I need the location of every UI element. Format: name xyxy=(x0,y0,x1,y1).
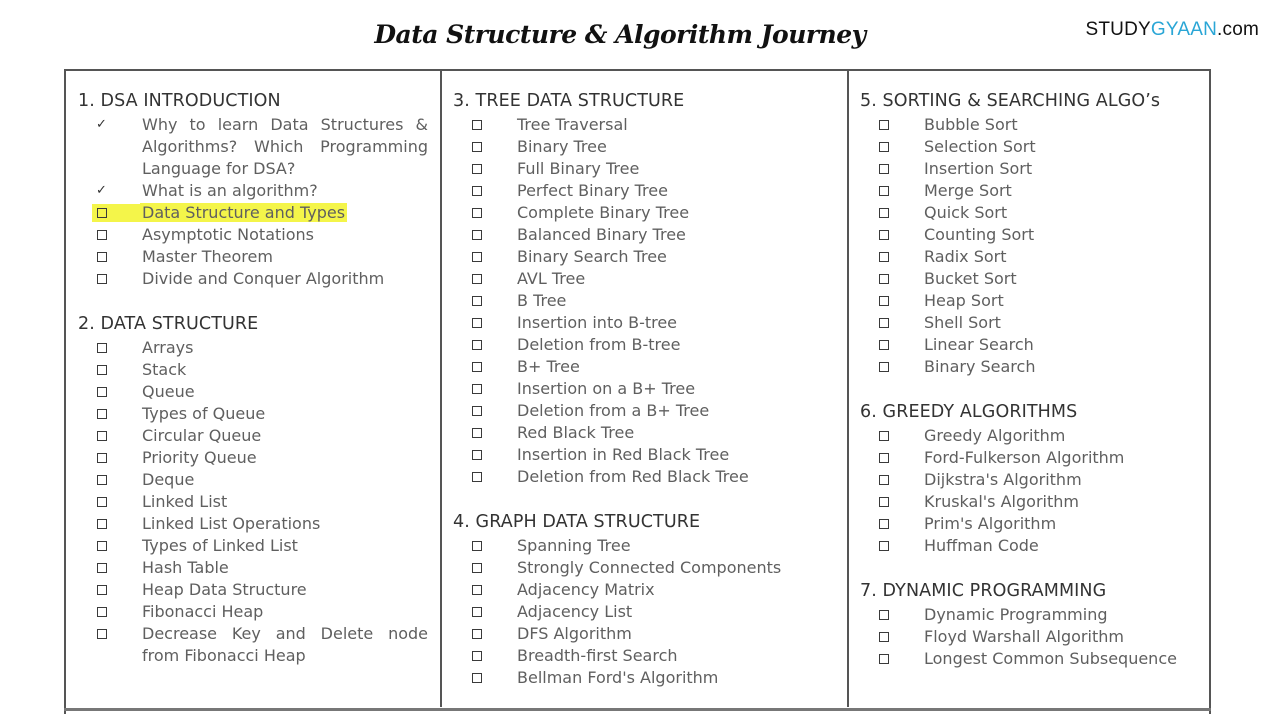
checklist-item[interactable] xyxy=(453,290,833,312)
checklist-item-label: Asymptotic Notations xyxy=(142,225,314,244)
checklist-item-label: Ford-Fulkerson Algorithm xyxy=(924,448,1125,467)
checklist-item[interactable] xyxy=(860,626,1200,648)
checklist-item-label: Red Black Tree xyxy=(517,423,635,442)
checklist-item-label: Insertion into B-tree xyxy=(517,313,678,332)
section-title: 6. GREEDY ALGORITHMS xyxy=(860,402,1078,422)
checkbox-icon[interactable] xyxy=(97,585,107,595)
checklist-item[interactable] xyxy=(453,268,833,290)
checklist-item[interactable] xyxy=(453,444,833,466)
checklist-item[interactable] xyxy=(453,400,833,422)
checklist-item-label: Quick Sort xyxy=(924,203,1008,222)
column-3 xyxy=(860,89,1200,692)
checklist-item[interactable] xyxy=(860,246,1200,268)
checklist-item-label: Merge Sort xyxy=(924,181,1012,200)
section-title: 4. GRAPH DATA STRUCTURE xyxy=(453,512,701,532)
checkbox-icon[interactable] xyxy=(879,610,889,620)
checklist-item-label: DFS Algorithm xyxy=(517,624,632,643)
checklist-item[interactable] xyxy=(453,312,833,334)
checklist-item[interactable] xyxy=(860,334,1200,356)
checkbox-icon[interactable] xyxy=(879,274,889,284)
checklist-item-label: Deletion from a B+ Tree xyxy=(517,401,710,420)
checklist-item[interactable] xyxy=(860,356,1200,378)
checklist-item-label: Spanning Tree xyxy=(517,536,631,555)
section-data-structure xyxy=(78,312,428,667)
checklist-item[interactable] xyxy=(78,403,428,425)
checklist-item[interactable] xyxy=(860,648,1200,670)
checklist-item[interactable] xyxy=(78,359,428,381)
checkbox-icon[interactable] xyxy=(879,230,889,240)
checklist-item[interactable] xyxy=(860,114,1200,136)
checklist-item[interactable] xyxy=(860,268,1200,290)
checkbox-icon[interactable] xyxy=(879,318,889,328)
checklist-item[interactable] xyxy=(860,202,1200,224)
checklist-item[interactable] xyxy=(78,246,428,268)
checklist-item[interactable] xyxy=(860,158,1200,180)
checkbox-icon[interactable] xyxy=(97,497,107,507)
checklist-item[interactable] xyxy=(453,557,833,579)
checkbox-icon[interactable] xyxy=(472,450,482,460)
checklist-item-label: Full Binary Tree xyxy=(517,159,640,178)
checklist-item-label: Decrease Key and Delete node from Fibonacci Heap xyxy=(142,624,428,665)
column-1 xyxy=(78,89,428,689)
checklist-item[interactable] xyxy=(453,378,833,400)
checkbox-icon[interactable] xyxy=(879,632,889,642)
checklist-item[interactable] xyxy=(860,224,1200,246)
checklist-item-label: Heap Data Structure xyxy=(142,580,307,599)
checklist-item[interactable] xyxy=(860,604,1200,626)
checklist-item[interactable] xyxy=(453,623,833,645)
checklist-item-label: Stack xyxy=(142,360,187,379)
checklist-item[interactable] xyxy=(453,422,833,444)
checkbox-icon[interactable] xyxy=(97,519,107,529)
checkbox-icon[interactable] xyxy=(472,607,482,617)
checklist-item[interactable] xyxy=(453,180,833,202)
checklist-item-label: Kruskal's Algorithm xyxy=(924,492,1079,511)
checklist-item-label: Fibonacci Heap xyxy=(142,602,264,621)
checklist-item-label: Data Structure and Types xyxy=(142,203,346,222)
checklist-item-label: Divide and Conquer Algorithm xyxy=(142,269,385,288)
checkbox-icon[interactable] xyxy=(472,208,482,218)
checklist-item-label: Insertion on a B+ Tree xyxy=(517,379,696,398)
checklist-item-label: Heap Sort xyxy=(924,291,1004,310)
checkbox-icon[interactable] xyxy=(472,585,482,595)
checkbox-icon[interactable] xyxy=(879,296,889,306)
section-title: 7. DYNAMIC PROGRAMMING xyxy=(860,581,1107,601)
checklist-item[interactable] xyxy=(860,425,1200,447)
checklist-item-label: Types of Queue xyxy=(142,404,266,423)
checklist-item-label: Insertion in Red Black Tree xyxy=(517,445,730,464)
checklist-item[interactable] xyxy=(453,202,833,224)
checklist-item[interactable] xyxy=(453,224,833,246)
checklist-item-label: Prim's Algorithm xyxy=(924,514,1057,533)
checkbox-icon[interactable] xyxy=(472,673,482,683)
checklist-item[interactable] xyxy=(78,337,428,359)
section-sorting-searching-algo-s xyxy=(860,89,1200,378)
checklist-item-label: Insertion Sort xyxy=(924,159,1033,178)
checklist-item-label: Hash Table xyxy=(142,558,229,577)
checklist-item-label: Greedy Algorithm xyxy=(924,426,1066,445)
checklist-item[interactable] xyxy=(453,466,833,488)
brand-suffix: .com xyxy=(1217,19,1259,40)
checklist-item-label: Complete Binary Tree xyxy=(517,203,690,222)
checklist-item[interactable] xyxy=(453,334,833,356)
column-divider xyxy=(847,69,849,707)
checklist-item-label: Counting Sort xyxy=(924,225,1035,244)
checklist-item-label: Selection Sort xyxy=(924,137,1036,156)
checklist-item[interactable] xyxy=(78,513,428,535)
checkbox-icon[interactable] xyxy=(472,318,482,328)
checklist-item-label: Linked List Operations xyxy=(142,514,321,533)
checklist-item[interactable] xyxy=(453,246,833,268)
checkbox-icon[interactable] xyxy=(472,120,482,130)
checklist-item-label: Strongly Connected Components xyxy=(517,558,782,577)
checkbox-icon[interactable] xyxy=(879,208,889,218)
checklist-item[interactable] xyxy=(453,667,833,689)
checklist-item[interactable] xyxy=(78,114,428,180)
checklist-item-label: Dynamic Programming xyxy=(924,605,1108,624)
checklist-item[interactable] xyxy=(78,601,428,623)
checklist-item[interactable] xyxy=(78,268,428,290)
checklist-item-label: Bubble Sort xyxy=(924,115,1018,134)
checkbox-icon[interactable] xyxy=(472,164,482,174)
checklist-item[interactable] xyxy=(78,447,428,469)
checkbox-icon[interactable] xyxy=(97,387,107,397)
checklist-item-label: Queue xyxy=(142,382,195,401)
checkbox-icon[interactable] xyxy=(472,340,482,350)
checkbox-icon[interactable] xyxy=(97,208,107,218)
checklist-item-label: Master Theorem xyxy=(142,247,273,266)
page-title: Data Structure & Algorithm Journey xyxy=(374,20,866,49)
checkbox-icon[interactable] xyxy=(879,362,889,372)
checklist-item[interactable] xyxy=(453,601,833,623)
checkbox-icon[interactable] xyxy=(97,475,107,485)
brand-accent: GYAAN xyxy=(1150,19,1218,40)
checklist-item-label: Deque xyxy=(142,470,195,489)
checklist-item-label: Priority Queue xyxy=(142,448,257,467)
checklist-item[interactable] xyxy=(78,224,428,246)
checkmark-icon[interactable]: ✓ xyxy=(96,117,107,132)
checklist-item[interactable] xyxy=(860,513,1200,535)
checkbox-icon[interactable] xyxy=(97,431,107,441)
checkbox-icon[interactable] xyxy=(879,497,889,507)
checklist-item-label: Adjacency Matrix xyxy=(517,580,655,599)
checkbox-icon[interactable] xyxy=(472,142,482,152)
checklist-item-label: Breadth-first Search xyxy=(517,646,678,665)
checklist-item[interactable] xyxy=(78,535,428,557)
checkbox-icon[interactable] xyxy=(879,654,889,664)
checklist-item[interactable] xyxy=(860,136,1200,158)
section-title: 3. TREE DATA STRUCTURE xyxy=(453,91,685,111)
checklist-item[interactable] xyxy=(78,491,428,513)
checkbox-icon[interactable] xyxy=(97,563,107,573)
checkbox-icon[interactable] xyxy=(472,230,482,240)
checkbox-icon[interactable] xyxy=(472,296,482,306)
checkbox-icon[interactable] xyxy=(97,252,107,262)
checkbox-icon[interactable] xyxy=(472,274,482,284)
column-2 xyxy=(453,89,833,711)
checklist-item[interactable] xyxy=(860,290,1200,312)
checklist-item[interactable] xyxy=(453,114,833,136)
checklist-item[interactable] xyxy=(453,645,833,667)
checkbox-icon[interactable] xyxy=(472,563,482,573)
checklist-item-label: Linear Search xyxy=(924,335,1034,354)
checkbox-icon[interactable] xyxy=(879,519,889,529)
checkbox-icon[interactable] xyxy=(879,120,889,130)
checkbox-icon[interactable] xyxy=(879,475,889,485)
checklist-item[interactable] xyxy=(453,356,833,378)
checklist-item[interactable] xyxy=(453,136,833,158)
checklist-item[interactable] xyxy=(78,425,428,447)
checkmark-icon[interactable]: ✓ xyxy=(96,183,107,198)
checkbox-icon[interactable] xyxy=(97,230,107,240)
section-title: 2. DATA STRUCTURE xyxy=(78,314,259,334)
checklist-item-label: Floyd Warshall Algorithm xyxy=(924,627,1124,646)
checkbox-icon[interactable] xyxy=(879,541,889,551)
checklist-item[interactable] xyxy=(860,535,1200,557)
brand-logo xyxy=(1086,19,1260,41)
brand-prefix: STUDY xyxy=(1085,19,1151,40)
checklist-item-label: B Tree xyxy=(517,291,567,310)
checklist-item-label: B+ Tree xyxy=(517,357,580,376)
checklist-item-label: Binary Search Tree xyxy=(517,247,667,266)
checkbox-icon[interactable] xyxy=(97,629,107,639)
checklist-item-label: Arrays xyxy=(142,338,194,357)
checkbox-icon[interactable] xyxy=(472,406,482,416)
checklist-item-label: Circular Queue xyxy=(142,426,262,445)
checklist-item-label: Huffman Code xyxy=(924,536,1039,555)
checklist-item-label: Types of Linked List xyxy=(142,536,298,555)
checklist-item[interactable] xyxy=(453,579,833,601)
checklist-item[interactable] xyxy=(860,491,1200,513)
checklist-item-label: Radix Sort xyxy=(924,247,1007,266)
checkbox-icon[interactable] xyxy=(472,384,482,394)
checkbox-icon[interactable] xyxy=(97,409,107,419)
checklist-item-label: Deletion from B-tree xyxy=(517,335,681,354)
checkbox-icon[interactable] xyxy=(879,186,889,196)
checklist-item-label: Shell Sort xyxy=(924,313,1001,332)
checkbox-icon[interactable] xyxy=(879,252,889,262)
checkbox-icon[interactable] xyxy=(472,252,482,262)
checklist-item-label: AVL Tree xyxy=(517,269,586,288)
section-title: 1. DSA INTRODUCTION xyxy=(78,91,281,111)
checkbox-icon[interactable] xyxy=(97,453,107,463)
checkbox-icon[interactable] xyxy=(472,472,482,482)
checklist-item[interactable] xyxy=(860,469,1200,491)
checklist-item[interactable] xyxy=(453,158,833,180)
checkbox-icon[interactable] xyxy=(97,343,107,353)
checklist-item-label: Balanced Binary Tree xyxy=(517,225,686,244)
checklist-item-label: Dijkstra's Algorithm xyxy=(924,470,1082,489)
section-graph-data-structure xyxy=(453,510,833,689)
checklist-item[interactable] xyxy=(860,447,1200,469)
checklist-item[interactable] xyxy=(78,579,428,601)
checklist-item-label: Perfect Binary Tree xyxy=(517,181,668,200)
checklist-item-label: Adjacency List xyxy=(517,602,633,621)
checkbox-icon[interactable] xyxy=(97,365,107,375)
checkbox-icon[interactable] xyxy=(472,541,482,551)
checkbox-icon[interactable] xyxy=(472,362,482,372)
checkbox-icon[interactable] xyxy=(879,142,889,152)
checklist-item-label: Binary Search xyxy=(924,357,1036,376)
column-divider xyxy=(440,69,442,707)
checklist-item[interactable] xyxy=(78,202,428,224)
checkbox-icon[interactable] xyxy=(97,607,107,617)
checklist-item-label: What is an algorithm? xyxy=(142,181,318,200)
checklist-item-label: Deletion from Red Black Tree xyxy=(517,467,749,486)
checkbox-icon[interactable] xyxy=(879,431,889,441)
checkbox-icon[interactable] xyxy=(472,428,482,438)
checkbox-icon[interactable] xyxy=(879,164,889,174)
checklist-item-label: Longest Common Subsequence xyxy=(924,649,1177,668)
checklist-item[interactable] xyxy=(860,180,1200,202)
checklist-item-label: Bucket Sort xyxy=(924,269,1017,288)
checklist-item[interactable] xyxy=(78,623,428,667)
checklist-item[interactable] xyxy=(78,381,428,403)
checklist-item[interactable] xyxy=(78,557,428,579)
checkbox-icon[interactable] xyxy=(472,651,482,661)
checklist-item[interactable] xyxy=(860,312,1200,334)
section-greedy-algorithms xyxy=(860,400,1200,557)
checkbox-icon[interactable] xyxy=(97,274,107,284)
checklist-item-label: Tree Traversal xyxy=(517,115,628,134)
checkbox-icon[interactable] xyxy=(97,541,107,551)
checkbox-icon[interactable] xyxy=(472,629,482,639)
checklist-item-label: Bellman Ford's Algorithm xyxy=(517,668,719,687)
checkbox-icon[interactable] xyxy=(879,453,889,463)
checklist-item-label: Linked List xyxy=(142,492,228,511)
checklist-item-label: Why to learn Data Structures & Algorithms? Which Programming Language for DSA? xyxy=(142,115,428,178)
checklist-item[interactable] xyxy=(78,180,428,202)
section-dynamic-programming xyxy=(860,579,1200,670)
checklist-item[interactable] xyxy=(453,535,833,557)
checkbox-icon[interactable] xyxy=(879,340,889,350)
section-tree-data-structure xyxy=(453,89,833,488)
section-dsa-introduction xyxy=(78,89,428,290)
checklist-item[interactable] xyxy=(78,469,428,491)
section-title: 5. SORTING & SEARCHING ALGO’s xyxy=(860,91,1161,111)
checkbox-icon[interactable] xyxy=(472,186,482,196)
checklist-item-label: Binary Tree xyxy=(517,137,607,156)
